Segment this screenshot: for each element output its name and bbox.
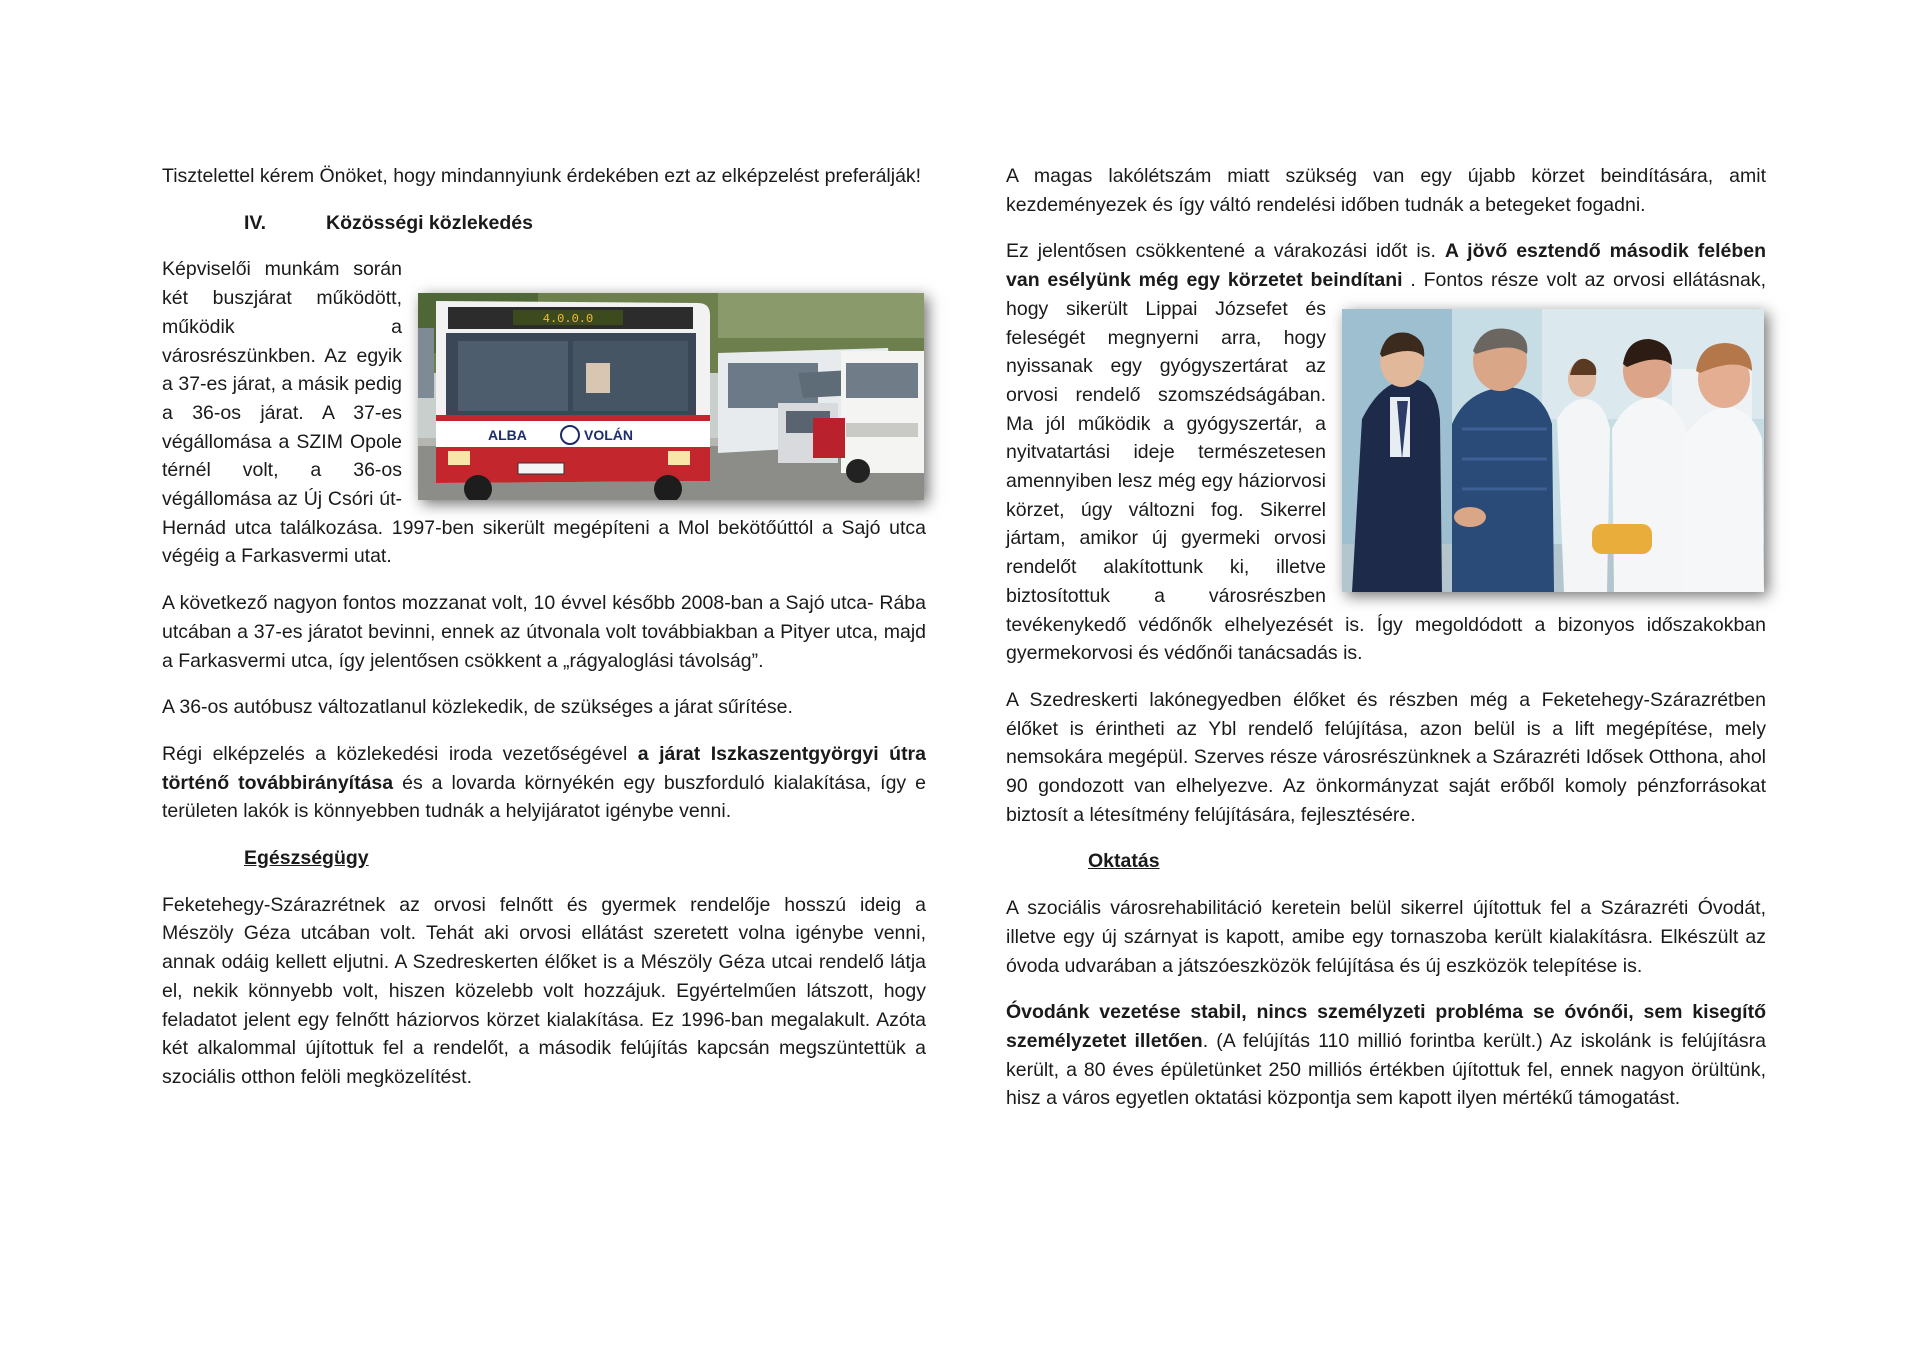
- bus-lines-paragraph: 4.0.0.0 ALBA VOLÁN Képviselői munkám során két buszjárat működött, működik a városrészünkben. Az egyik a 37-es járat, a másik pedig a 36-os járat. A 37-es végállomása a SZIM Opole térnél volt, a 36-os végállomása az Új Csóri út-Hernád utca találkozása. 1997-ben sikerült megépíteni a Mol bekötőúttól a Sajó utca végéig a Farkasvermi utat.: [162, 258, 926, 568]
- section-heading-public-transport: [162, 209, 926, 238]
- section-number: IV.: [244, 211, 267, 234]
- bus-brand-right: VOLÁN: [584, 427, 633, 444]
- school-renovation-paragraph: Óvodánk vezetése stabil, nincs személyzeti probléma se óvónői, sem kisegítő személyzetet illetően. (A felújítás 110 millió forintba került.) Az iskolánk is felújításra került, a 80 éves épületünket 250 milliós értékben újítottuk fel, ennek nagyon örültünk, hisz a város egyetlen oktatási központja sem kapott ilyen mértékű támogatást.: [1006, 1001, 1766, 1110]
- future-plan-paragraph: Régi elképzelés a közlekedési iroda vezetőségével a járat Iszkaszentgyörgyi útra történő továbbirányítása és a lovarda környékén egy buszforduló kialakítása, így e területen lakók is könnyebben tudnák a helyijáratot igénybe venni.: [162, 742, 926, 823]
- line-37-extension-paragraph: A következő nagyon fontos mozzanat volt, 10 évvel később 2008-ban a Sajó utca- Rába utcában a 37-es járatot bevinni, ennek az útvonala volt továbbiakban a Pityer utca, majd a Farkasvermi utca, így jelentősen csökkent a „rágyaloglási távolság”.: [162, 592, 926, 672]
- section-heading-education: Oktatás: [1088, 850, 1160, 873]
- section-heading-health: Egészségügy: [244, 847, 369, 870]
- section-title: Közösségi közlekedés: [326, 211, 533, 234]
- line-36-paragraph: A 36-os autóbusz változatlanul közlekedik, de szükséges a járat sűrítése.: [162, 696, 793, 719]
- kindergarten-paragraph: A szociális városrehabilitáció keretein belül sikerrel újítottuk fel a Szárazréti Óvodát, illetve egy új szárnyat is kapott, amibe egy tornaszoba került kialakításra. Elkészült az óvoda udvarában a játszóeszközök felújítása és új eszközök telepítése is.: [1006, 897, 1766, 977]
- health-history-paragraph: Feketehegy-Szárazrétnek az orvosi felnőtt és gyermek rendelője hosszú ideig a Mészöly Géza utcában volt. Tehát aki orvosi ellátást szeretett volna igénybe venni, annak odáig kellett eljutni. A Szedreskerten élőket is a Mészöly Géza utcai rendelő látja el, nekik könnyebb volt, hiszen közelebb volt hozzájuk. Egyértelműen látszott, hogy feladatot jelent egy felnőtt háziorvos körzet kialakítása. Ez 1996-ban megalakult. Azóta két alkalommal újítottuk fel a rendelőt, a második felújítás kapcsán megszüntettük a szociális otthon felöli megközelítést.: [162, 893, 926, 1088]
- bus-photo: [418, 293, 924, 500]
- left-column: [162, 162, 926, 1110]
- pharmacy-paragraph: Ez jelentősen csökkentené a várakozási időt is. A jövő esztendő második felében van esélyünk még egy körzetet beindítani . Fontos része volt az orvosi ellátásnak, hogy sikerült Lippai Józsefet és feleségét megnyerni arra, hogy nyissanak egy gyógyszertárat az orvosi rendelő szomszédságában. Ma jól működik a gyógyszertár, a nyitvatartási ideje természetesen amennyiben lesz még egy háziorvosi körzet, úgy változni fog. Sikerrel jártam, amikor új gyermeki orvosi rendelőt alakítottunk ki, illetve biztosítottuk a városrészben tevékenykedő védőnők elhelyezését is. Így megoldódott a bizonyos időszakokban gyermekorvosi és védőnői tanácsadás is.: [1006, 240, 1767, 665]
- bus-brand-left: ALBA: [488, 427, 527, 444]
- right-column: [1006, 162, 1766, 1131]
- closing-request-paragraph: Tisztelettel kérem Önöket, hogy mindannyiunk érdekében ezt az elképzelést preferálják!: [162, 165, 922, 187]
- medical-visit-image: [1342, 309, 1764, 592]
- medical-visit-photo: [1342, 309, 1764, 592]
- new-district-paragraph: A magas lakólétszám miatt szükség van egy újabb körzet beindítására, amit kezdeményezek és így váltó rendelési időben tudnák a betegeket fogadni.: [1006, 165, 1766, 216]
- bus-photo-image: [418, 293, 924, 500]
- ybl-clinic-paragraph: A Szedreskerti lakónegyedben élőket és részben még a Feketehegy-Szárazrétben élőket is érintheti az Ybl rendelő felújítása, azon belül is a lift megépítése, mely nemsokára megépül. Szerves része városrészünknek a Szárazréti Idősek Otthona, ahol 90 gondozott van elhelyezve. Az önkormányzat saját erőből komoly pénzforrásokat biztosít a létesítmény felújítására, fejlesztésére.: [1006, 688, 1766, 826]
- svg-text:4.0.0.0: 4.0.0.0: [542, 312, 594, 327]
